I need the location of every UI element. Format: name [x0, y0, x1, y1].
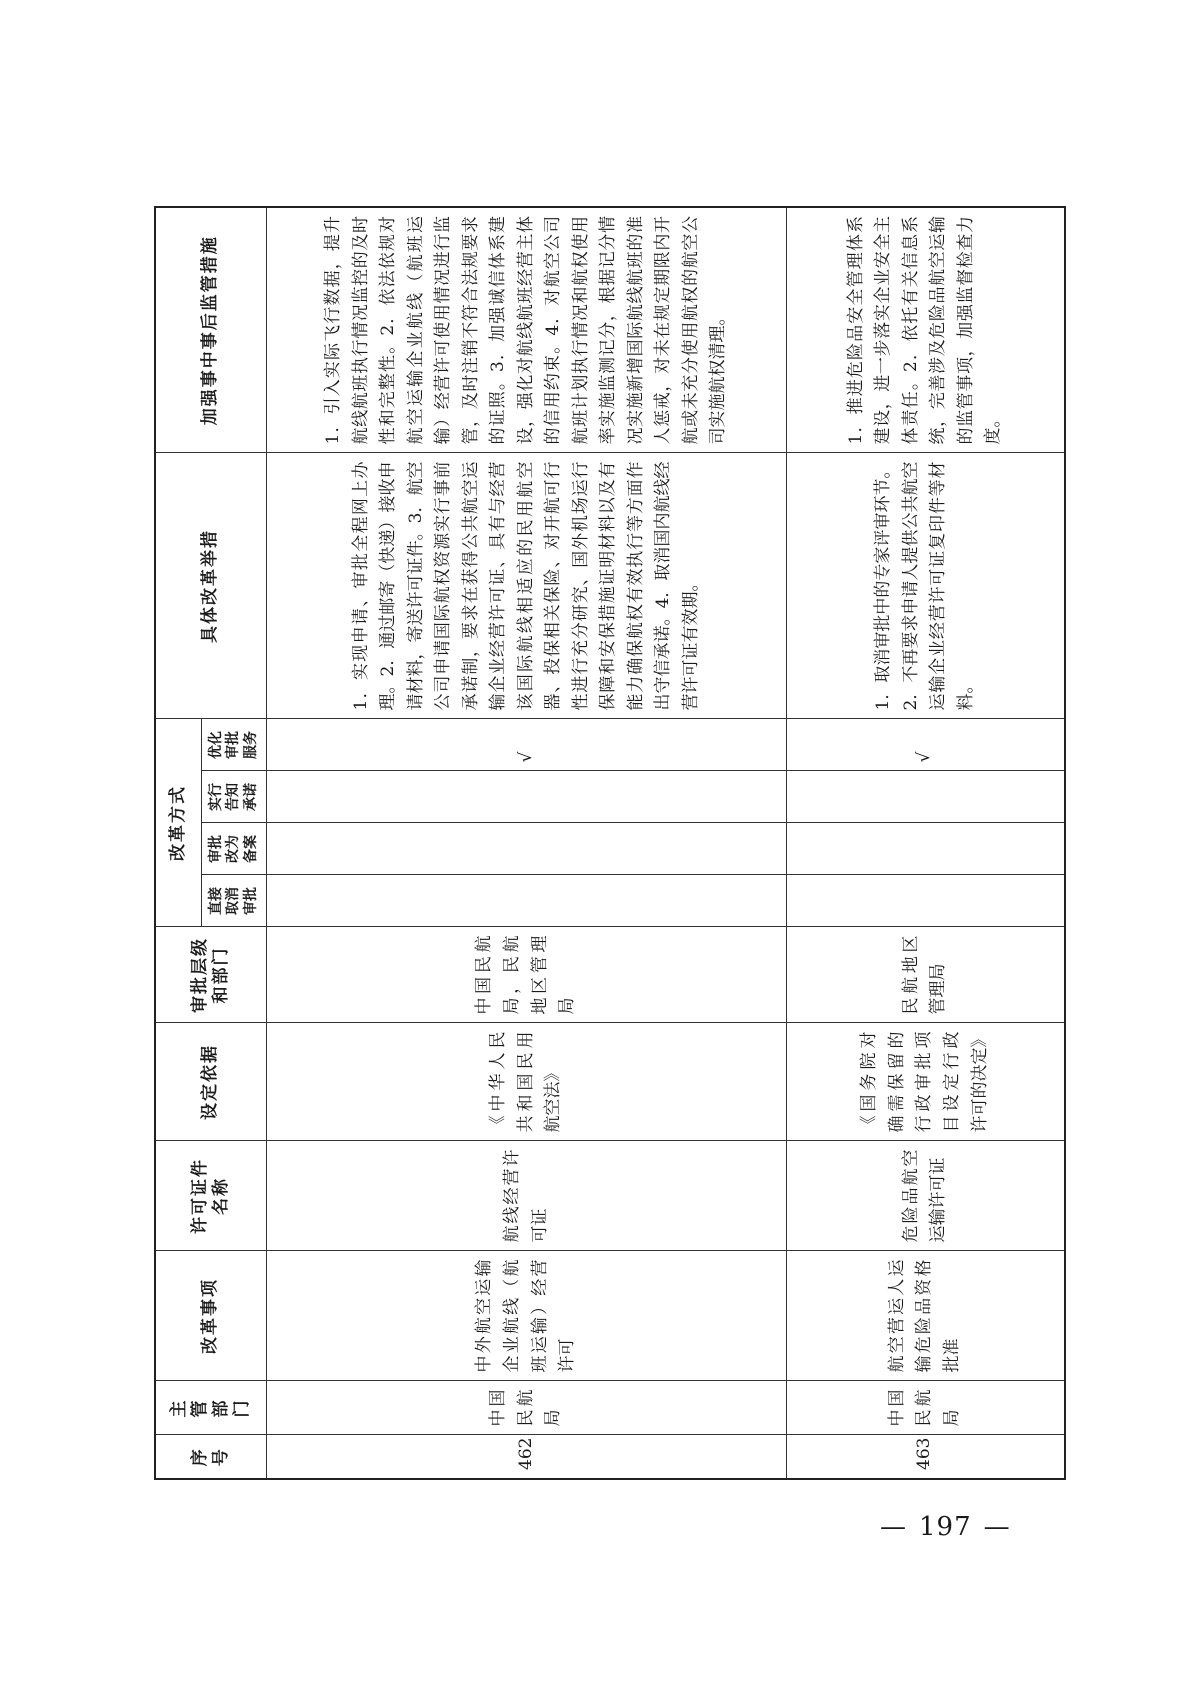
- page-dash-left: —: [880, 1512, 907, 1542]
- header-method-commitment: 实行告知承诺: [201, 771, 267, 823]
- header-row-1: [155, 207, 201, 1479]
- row-seq: 463: [787, 1435, 1065, 1479]
- header-level: 审批层级和部门: [155, 927, 267, 1023]
- row-level: 民航地区管理局: [787, 927, 1065, 1023]
- row-method-cancel: [267, 875, 787, 927]
- row-basis: 《国务院对确需保留的行政审批项目设定行政许可的决定》: [787, 1023, 1065, 1141]
- header-method: 改革方式: [155, 719, 201, 927]
- row-level: 中国民航局，民航地区管理局: [267, 927, 787, 1023]
- row-method-commitment: [787, 771, 1065, 823]
- row-method-filing: [267, 823, 787, 875]
- header-basis: 设定依据: [155, 1023, 267, 1141]
- header-method-cancel: 直接取消审批: [201, 875, 267, 927]
- header-measures: 具体改革举措: [155, 453, 267, 719]
- header-dept: 主管部门: [155, 1381, 267, 1435]
- row-supervision: 1．引入实际飞行数据，提升航线航班执行情况监控的及时性和完整性。2．依法依规对航空运输企业航线（航班运输）经营许可使用情况进行监管，及时注销不符合法规要求的证照。3．加强诚信体系建设，强化对航线航班经营主体的信用约束。4．对航空公司航班计划执行情况和航权使用率实施监测记分，根据记分情况实施新增国际航线航班的准人惩戒，对未在规定期限内开航或未充分使用航权的航空公司实施航权清理。: [267, 207, 787, 453]
- page-number-value: 197: [919, 1512, 972, 1542]
- header-method-filing: 审批改为备案: [201, 823, 267, 875]
- row-method-optimize-check: √: [267, 719, 787, 771]
- row-license: 危险品航空运输许可证: [787, 1141, 1065, 1251]
- header-supervision: 加强事中事后监管措施: [155, 207, 267, 453]
- table-row: [267, 207, 787, 1479]
- row-method-filing: [787, 823, 1065, 875]
- row-dept: 中国民航局: [267, 1381, 787, 1435]
- row-method-optimize-check: √: [787, 719, 1065, 771]
- page-number: [868, 1512, 1023, 1542]
- row-basis: 《中华人民共和国民用航空法》: [267, 1023, 787, 1141]
- page-dash-right: —: [983, 1512, 1011, 1542]
- rotated-table-container: [154, 208, 1048, 1480]
- row-measures: 1．取消审批中的专家评审环节。2．不再要求申请人提供公共航空运输企业经营许可证复印件等材料。: [787, 453, 1065, 719]
- row-license: 航线经营许可证: [267, 1141, 787, 1251]
- header-item: 改革事项: [155, 1251, 267, 1381]
- header-license: 许可证件名称: [155, 1141, 267, 1251]
- row-measures: 1．实现申请、审批全程网上办理。2．通过邮寄（快递）接收申请材料，寄送许可证件。3．航空公司申请国际航权资源实行事前承诺制，要求在获得公共航空运输企业经营许可证、具有与经营该国际航线相适应的民用航空器、投保相关保险、对开航可行性进行充分研究、国外机场运行保障和安保措施证明材料以及有能力确保航权有效执行等方面作出守信承诺。4．取消国内航线经营许可证有效期。: [267, 453, 787, 719]
- reform-table: [154, 206, 1066, 1480]
- table-row: [787, 207, 1065, 1479]
- row-item: 中外航空运输企业航线（航班运输）经营许可: [267, 1251, 787, 1381]
- row-method-cancel: [787, 875, 1065, 927]
- row-seq: 462: [267, 1435, 787, 1479]
- header-seq: 序号: [155, 1435, 267, 1479]
- row-supervision: 1．推进危险品安全管理体系建设，进一步落实企业安全主体责任。2．依托有关信息系统，完善涉及危险品航空运输的监管事项，加强监督检查力度。: [787, 207, 1065, 453]
- header-method-optimize: 优化审批服务: [201, 719, 267, 771]
- row-dept: 中国民航局: [787, 1381, 1065, 1435]
- row-item: 航空营运人运输危险品资格批准: [787, 1251, 1065, 1381]
- row-method-commitment: [267, 771, 787, 823]
